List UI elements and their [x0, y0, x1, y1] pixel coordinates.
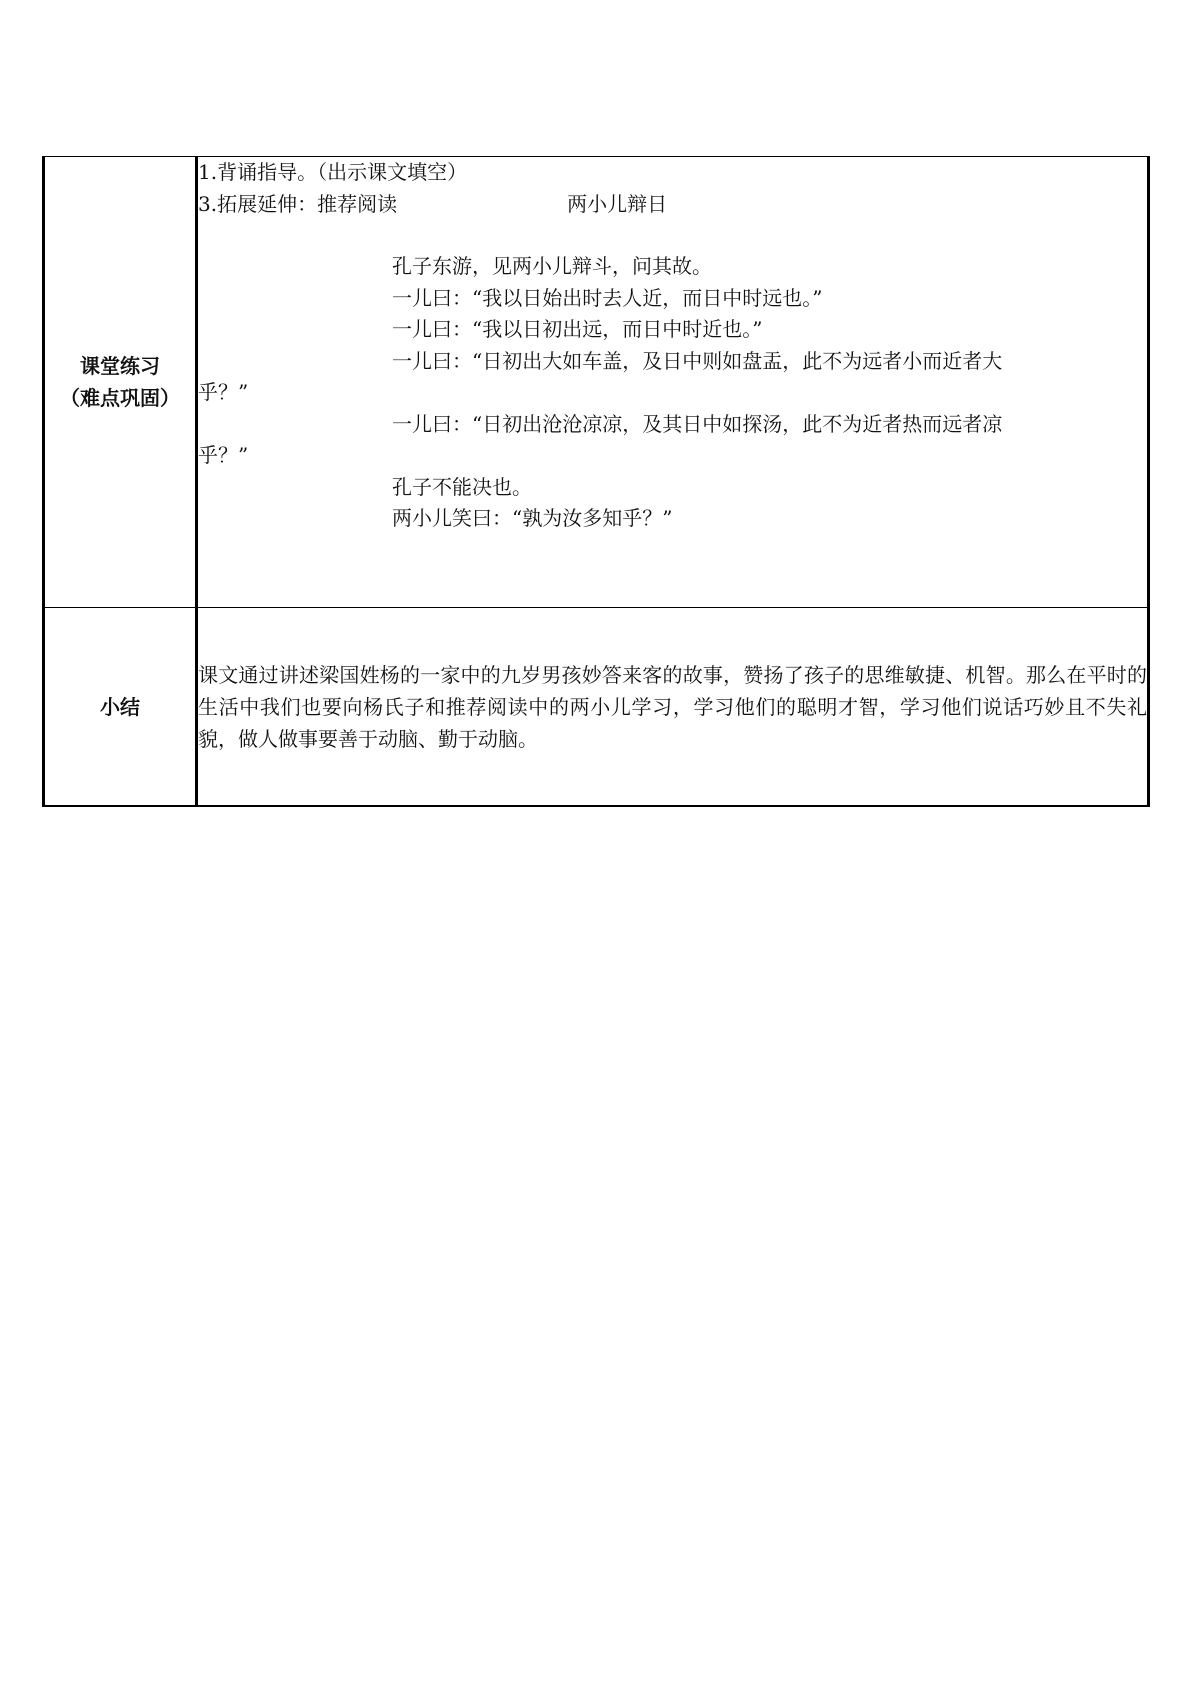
passage-line: 乎？” — [198, 443, 249, 467]
practice-label-cell — [44, 157, 197, 608]
practice-sublabel: （难点巩固） — [60, 386, 180, 410]
summary-text: 课文通过讲述梁国姓杨的一家中的九岁男孩妙答来客的故事，赞扬了孩子的思维敏捷、机智。那么在平时的生活中我们也要向杨氏子和推荐阅读中的两小儿学习，学习他们的聪明才智，学习他们说话巧妙且不失礼貌，做人做事要善于动脑、勤于动脑。 — [198, 662, 1147, 751]
passage-line: 一儿曰：“我以日初出远，而日中时近也。” — [392, 317, 763, 341]
passage-line: 孔子东游，见两小儿辩斗，问其故。 — [392, 254, 712, 278]
table-row — [44, 608, 1149, 807]
passage-line: 两小儿笑曰：“孰为汝多知乎？” — [392, 506, 673, 530]
passage-line: 一儿曰：“日初出大如车盖，及日中则如盘盂，此不为远者小而近者大 — [392, 348, 1003, 373]
reading-title: 两小儿辩日 — [567, 191, 668, 216]
passage-line: 一儿曰：“我以日始出时去人近，而日中时远也。” — [392, 285, 823, 310]
practice-item-3 — [198, 189, 1147, 221]
summary-label: 小结 — [100, 694, 140, 719]
passage-line: 一儿曰：“日初出沧沧凉凉，及其日中如探汤，此不为近者热而远者凉 — [392, 411, 1003, 436]
practice-label: 课堂练习 — [80, 354, 160, 378]
summary-content-cell — [197, 608, 1149, 807]
practice-item-1: 1.背诵指导。（出示课文填空） — [198, 160, 468, 184]
practice-item-3-prefix: 3.拓展延伸：推荐阅读 — [198, 191, 398, 216]
passage-line: 孔子不能决也。 — [392, 474, 532, 499]
table-row — [44, 157, 1149, 608]
summary-label-cell — [44, 608, 197, 807]
practice-content-cell — [197, 157, 1149, 608]
lesson-plan-table — [42, 156, 1150, 807]
passage-line: 乎？” — [198, 380, 249, 404]
